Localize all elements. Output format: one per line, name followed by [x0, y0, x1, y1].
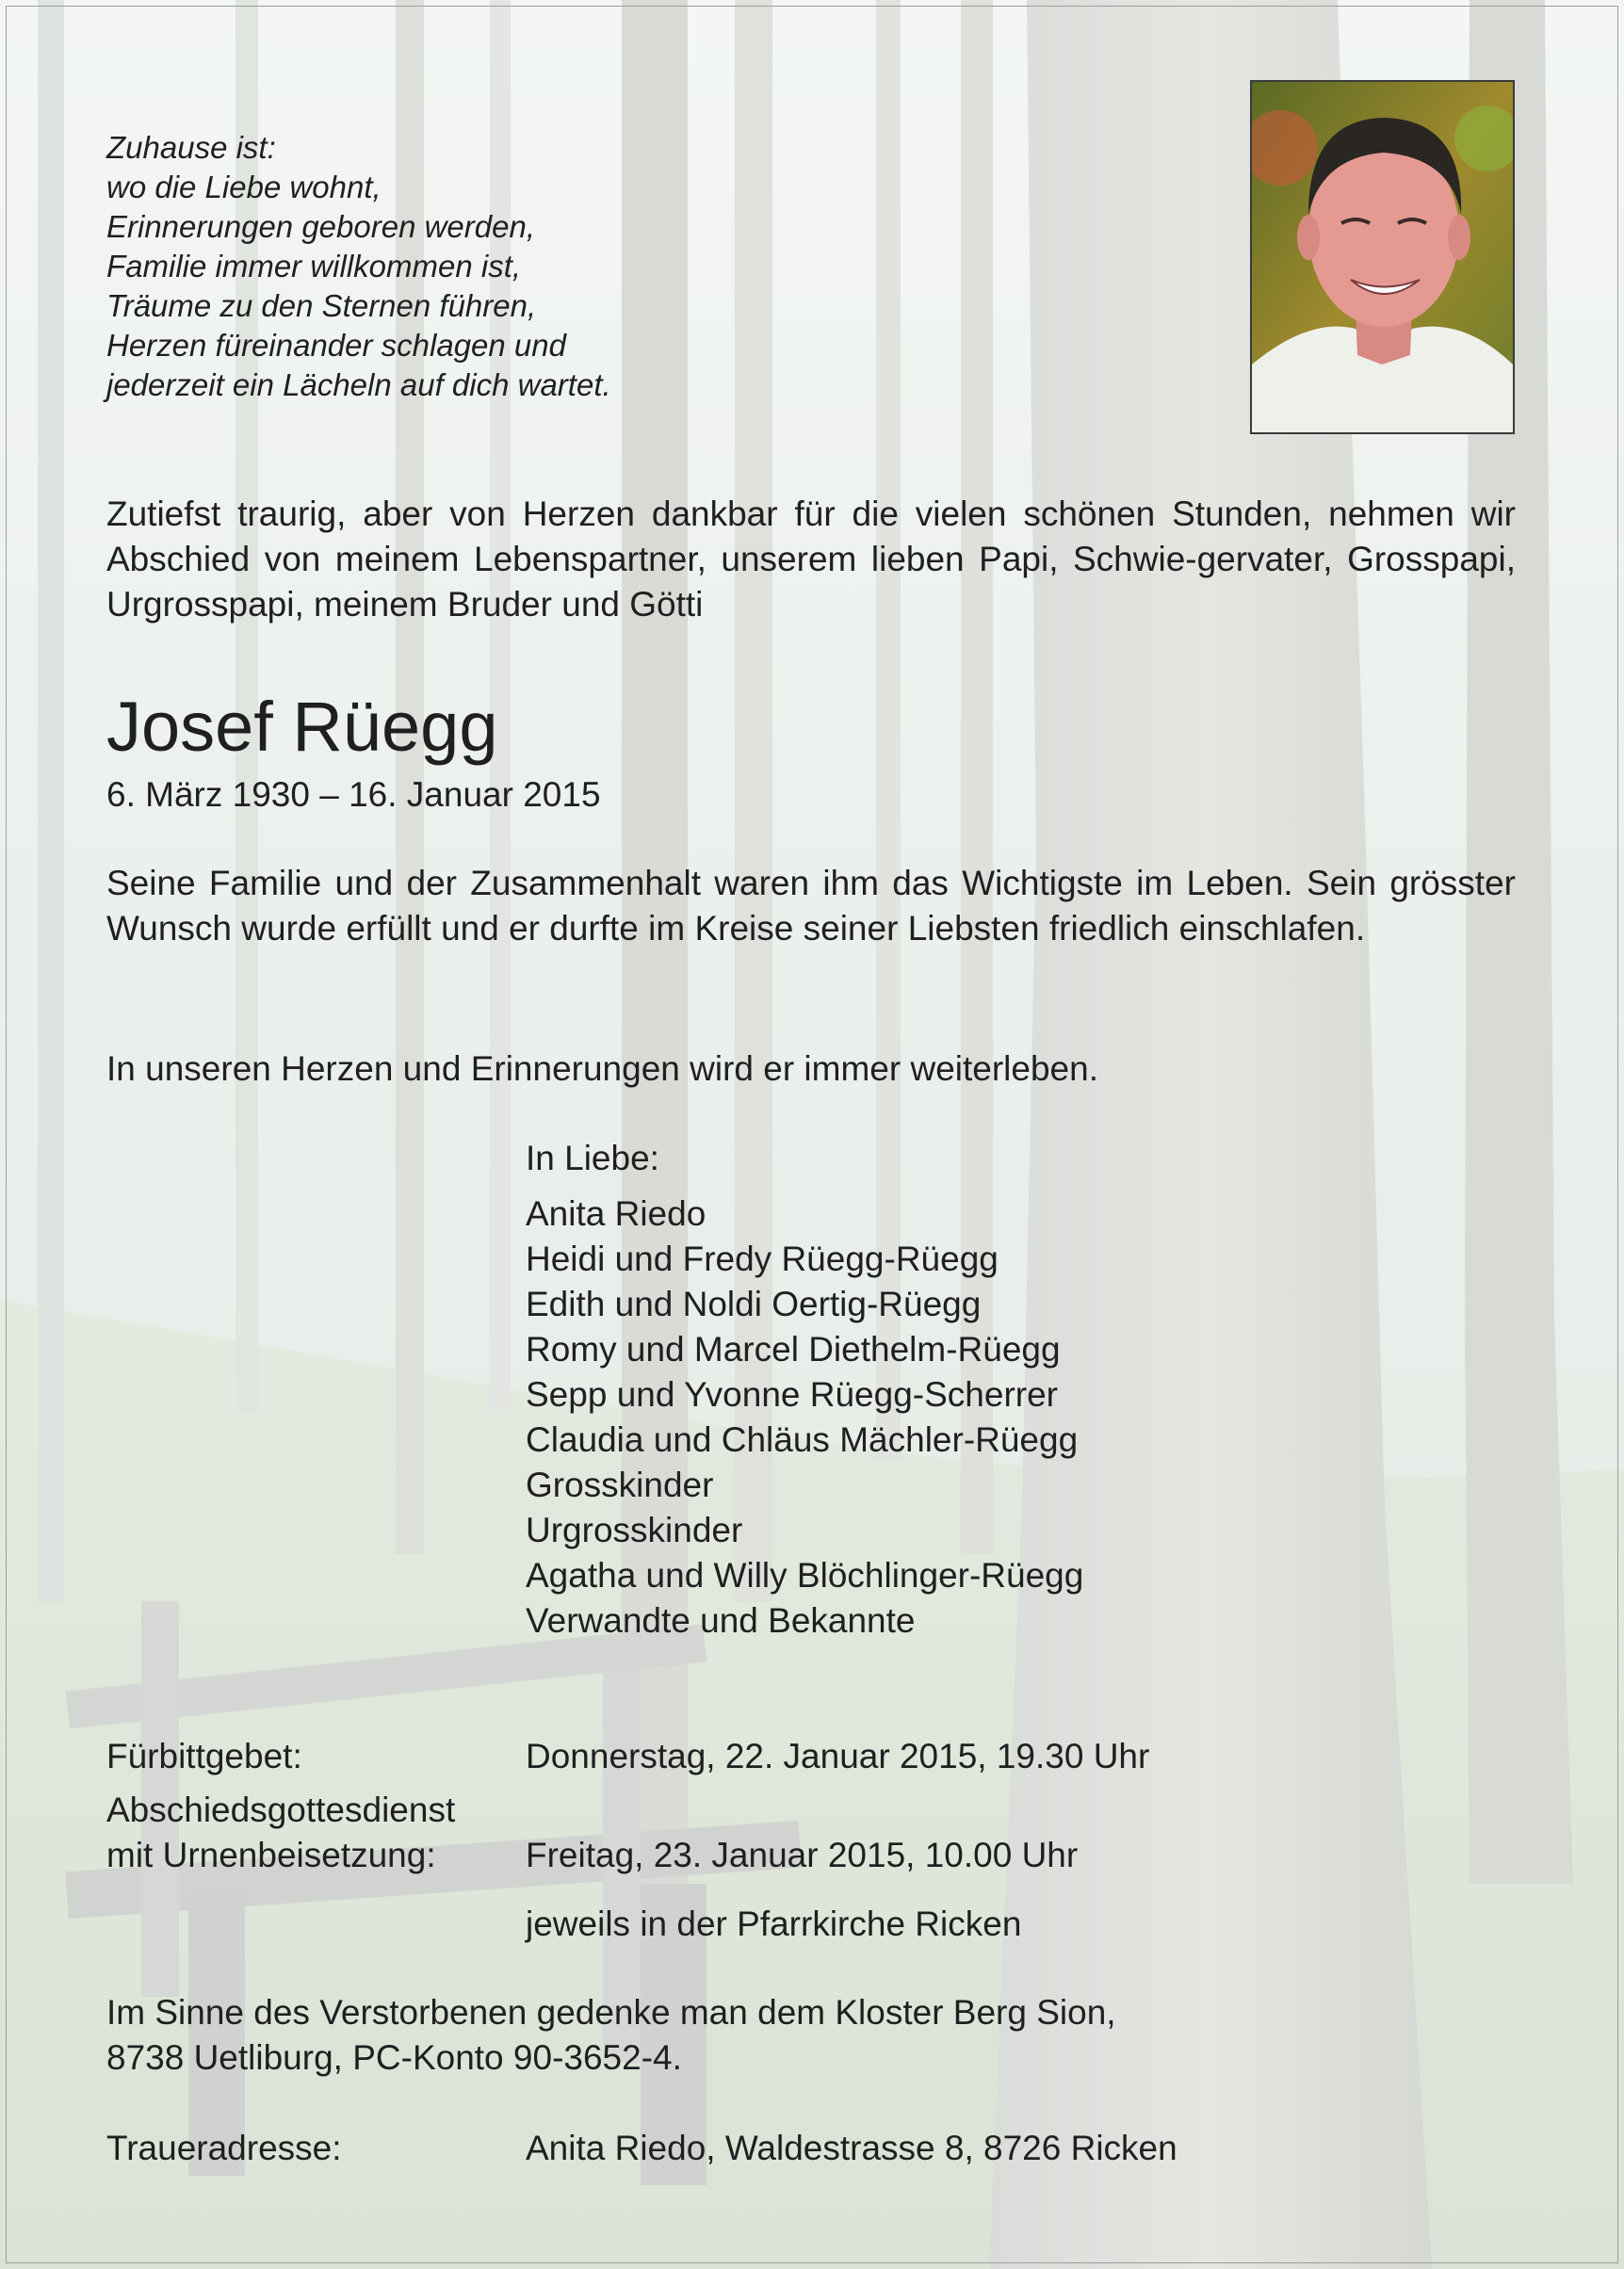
in-love-heading: In Liebe: — [526, 1139, 659, 1177]
intro-text: Zutiefst traurig, aber von Herzen dankbar für die vielen schönen Stunden, nehmen wir Abschied von meinem Lebenspartner, unserem lieben Papi, Schwie-gervater, Grosspapi, Urgrosspapi, meinem Bruder und Götti — [106, 494, 1516, 624]
donation-line: 8738 Uetliburg, PC-Konto 90-3652-4. — [106, 2038, 682, 2077]
poem — [106, 128, 611, 405]
poem-line: Träume zu den Sternen führen, — [106, 288, 537, 323]
address-value: Anita Riedo, Waldestrasse 8, 8726 Ricken — [526, 2129, 1177, 2167]
farewell-label-line1: Abschiedsgottesdienst — [106, 1791, 456, 1829]
mourner: Heidi und Fredy Rüegg-Rüegg — [526, 1240, 999, 1278]
poem-line: wo die Liebe wohnt, — [106, 170, 382, 204]
mourner: Edith und Noldi Oertig-Rüegg — [526, 1285, 982, 1323]
mourner: Agatha und Willy Blöchlinger-Rüegg — [526, 1556, 1084, 1595]
poem-line: Zuhause ist: — [106, 130, 276, 165]
farewell-label-line2: mit Urnenbeisetzung: — [106, 1836, 436, 1874]
poem-line: Herzen füreinander schlagen und — [106, 328, 566, 363]
mourner: Grosskinder — [526, 1466, 714, 1504]
deceased-name: Josef Rüegg — [106, 688, 498, 766]
mourner: Anita Riedo — [526, 1194, 706, 1233]
mourners-list — [526, 1191, 1083, 1644]
mourner: Romy und Marcel Diethelm-Rüegg — [526, 1330, 1061, 1369]
life-dates: 6. März 1930 – 16. Januar 2015 — [106, 775, 601, 814]
service-location: jeweils in der Pfarrkirche Ricken — [526, 1904, 1022, 1943]
mourner: Sepp und Yvonne Rüegg-Scherrer — [526, 1375, 1058, 1414]
portrait-photo — [1250, 80, 1515, 434]
prayer-date: Donnerstag, 22. Januar 2015, 19.30 Uhr — [526, 1737, 1150, 1775]
poem-line: Erinnerungen geboren werden, — [106, 209, 535, 244]
tribute-paragraph: In unseren Herzen und Erinnerungen wird er immer weiterleben. — [106, 1049, 1098, 1088]
poem-line: jederzeit ein Lächeln auf dich wartet. — [106, 367, 611, 402]
farewell-date: Freitag, 23. Januar 2015, 10.00 Uhr — [526, 1836, 1079, 1874]
portrait-image — [1252, 82, 1513, 432]
tribute-paragraph: Seine Familie und der Zusammenhalt waren ihm das Wichtigste im Leben. Sein grösster Wunsch wurde erfüllt und er durfte im Kreise seiner Liebsten friedlich einschlafen. — [106, 864, 1516, 948]
mourner: Claudia und Chläus Mächler-Rüegg — [526, 1420, 1079, 1459]
mourner: Urgrosskinder — [526, 1511, 743, 1549]
prayer-label: Fürbittgebet: — [106, 1737, 302, 1775]
donation-line: Im Sinne des Verstorbenen gedenke man dem Kloster Berg Sion, — [106, 1993, 1116, 2032]
poem-line: Familie immer willkommen ist, — [106, 249, 522, 284]
donation-note — [106, 1990, 1116, 2081]
mourner: Verwandte und Bekannte — [526, 1601, 916, 1640]
address-label: Traueradresse: — [106, 2129, 342, 2167]
